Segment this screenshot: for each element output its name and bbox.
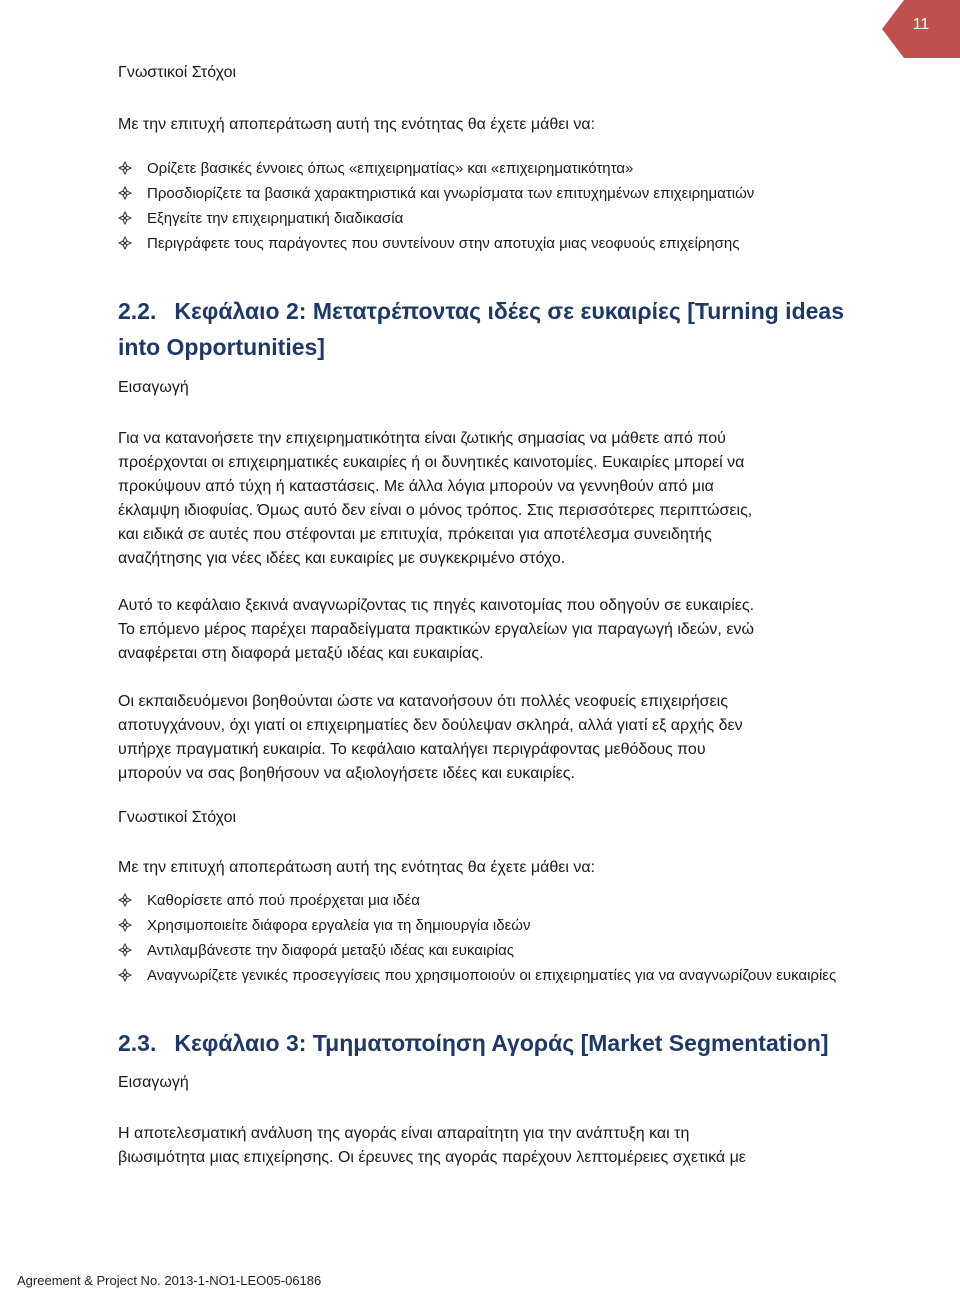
chapter-2-intro-label: Εισαγωγή bbox=[118, 379, 189, 396]
chapter-3-heading bbox=[118, 1025, 862, 1061]
list-item: Καθορίσετε από πού προέρχεται μια ιδέα bbox=[118, 888, 862, 913]
chapter-2-paragraph-2: Αυτό το κεφάλαιο ξεκινά αναγνωρίζοντας τις πηγές καινοτομίας που οδηγούν σε ευκαιρίες. Το επόμενο μέρος παρέχει παραδείγματα πρακτικών εργαλείων για παραγωγή ιδεών, ενώ αναφέρεται στη διαφορά μεταξύ ιδέας και ευκαιρίας. bbox=[118, 597, 755, 662]
chapter-3-number: 2.3. bbox=[118, 1030, 157, 1056]
chapter-3-paragraph-1: Η αποτελεσματική ανάλυση της αγοράς είναι απαραίτητη για την ανάπτυξη και τη βιωσιμότητα μιας επιχείρησης. Οι έρευνες της αγοράς παρέχουν λεπτομέρειες σχετικά με bbox=[118, 1125, 746, 1166]
page-number-badge bbox=[882, 0, 960, 58]
list-item: Χρησιμοποιείτε διάφορα εργαλεία για τη δημιουργία ιδεών bbox=[118, 913, 862, 938]
list-item: Περιγράφετε τους παράγοντες που συντείνουν στην αποτυχία μιας νεοφυούς επιχείρησης bbox=[118, 231, 862, 256]
diamond-bullet-icon bbox=[118, 161, 132, 175]
chapter-3-title: Κεφάλαιο 3: Τμηματοποίηση Αγοράς [Market Segmentation] bbox=[174, 1030, 829, 1056]
diamond-bullet-icon bbox=[118, 186, 132, 200]
chapter-2-title-line-1: Κεφάλαιο 2: Μετατρέποντας ιδέες σε ευκαιρίες [Turning ideas bbox=[174, 298, 844, 324]
footer-agreement: Agreement & Project No. 2013-1-NO1-LEO05-06186 bbox=[17, 1273, 322, 1288]
list-item: Ορίζετε βασικές έννοιες όπως «επιχειρηματίας» και «επιχειρηματικότητα» bbox=[118, 156, 862, 181]
diamond-bullet-icon bbox=[118, 893, 132, 907]
list-item: Εξηγείτε την επιχειρηματική διαδικασία bbox=[118, 206, 862, 231]
chapter-2-paragraph-3: Οι εκπαιδευόμενοι βοηθούνται ώστε να κατανοήσουν ότι πολλές νεοφυείς επιχειρήσεις αποτυγχάνουν, όχι γιατί οι επιχειρηματίες δεν δούλεψαν σκληρά, αλλά γιατί εξ αρχής δεν υπήρχε πραγματική ευκαιρία. Το κεφάλαιο καταλήγει περιγράφοντας μεθόδους που μπορούν να σας βοηθήσουν να αξιολογήσετε ιδέες και ευκαιρίες. bbox=[118, 693, 743, 782]
diamond-bullet-icon bbox=[118, 211, 132, 225]
diamond-bullet-icon bbox=[118, 918, 132, 932]
objectives-heading-2: Γνωστικοί Στόχοι bbox=[118, 809, 237, 826]
objectives-list-1 bbox=[118, 156, 862, 256]
diamond-bullet-icon bbox=[118, 236, 132, 250]
diamond-bullet-icon bbox=[118, 968, 132, 982]
objectives-lead-2: Με την επιτυχή αποπεράτωση αυτή της ενότητας θα έχετε μάθει να: bbox=[118, 859, 596, 876]
list-item: Προσδιορίζετε τα βασικά χαρακτηριστικά και γνωρίσματα των επιτυχημένων επιχειρηματιών bbox=[118, 181, 862, 206]
objectives-heading-1: Γνωστικοί Στόχοι bbox=[118, 64, 237, 81]
list-item: Αντιλαμβάνεστε την διαφορά μεταξύ ιδέας και ευκαιρίας bbox=[118, 938, 862, 963]
objectives-lead-1: Με την επιτυχή αποπεράτωση αυτή της ενότητας θα έχετε μάθει να: bbox=[118, 116, 596, 133]
chapter-3-intro-label: Εισαγωγή bbox=[118, 1074, 189, 1091]
chapter-2-paragraph-1: Για να κατανοήσετε την επιχειρηματικότητα είναι ζωτικής σημασίας να μάθετε από πού προέρχονται οι επιχειρηματικές ευκαιρίες ή οι δυνητικές καινοτομίες. Ευκαιρίες μπορεί να προκύψουν από τύχη ή καταστάσεις. Με άλλα λόγια μπορούν να γεννηθούν από μια έκλαμψη ιδιοφυίας. Όμως αυτό δεν είναι ο μόνος τρόπος. Στις περισσότερες περιπτώσεις, και ειδικά σε αυτές που στέφονται με επιτυχία, πρόκειται για αποτέλεσμα συνειδητής αναζήτησης για νέες ιδέες και ευκαιρίες με συγκεκριμένο στόχο. bbox=[118, 430, 753, 567]
chapter-2-title-line-2: into Opportunities] bbox=[118, 334, 325, 360]
chapter-2-number: 2.2. bbox=[118, 298, 157, 324]
diamond-bullet-icon bbox=[118, 943, 132, 957]
list-item: Αναγνωρίζετε γενικές προσεγγίσεις που χρησιμοποιούν οι επιχειρηματίες για να αναγνωρίζουν ευκαιρίες bbox=[118, 963, 862, 988]
objectives-list-2 bbox=[118, 888, 862, 988]
page-number: 11 bbox=[912, 16, 930, 33]
chapter-2-heading bbox=[118, 293, 862, 365]
